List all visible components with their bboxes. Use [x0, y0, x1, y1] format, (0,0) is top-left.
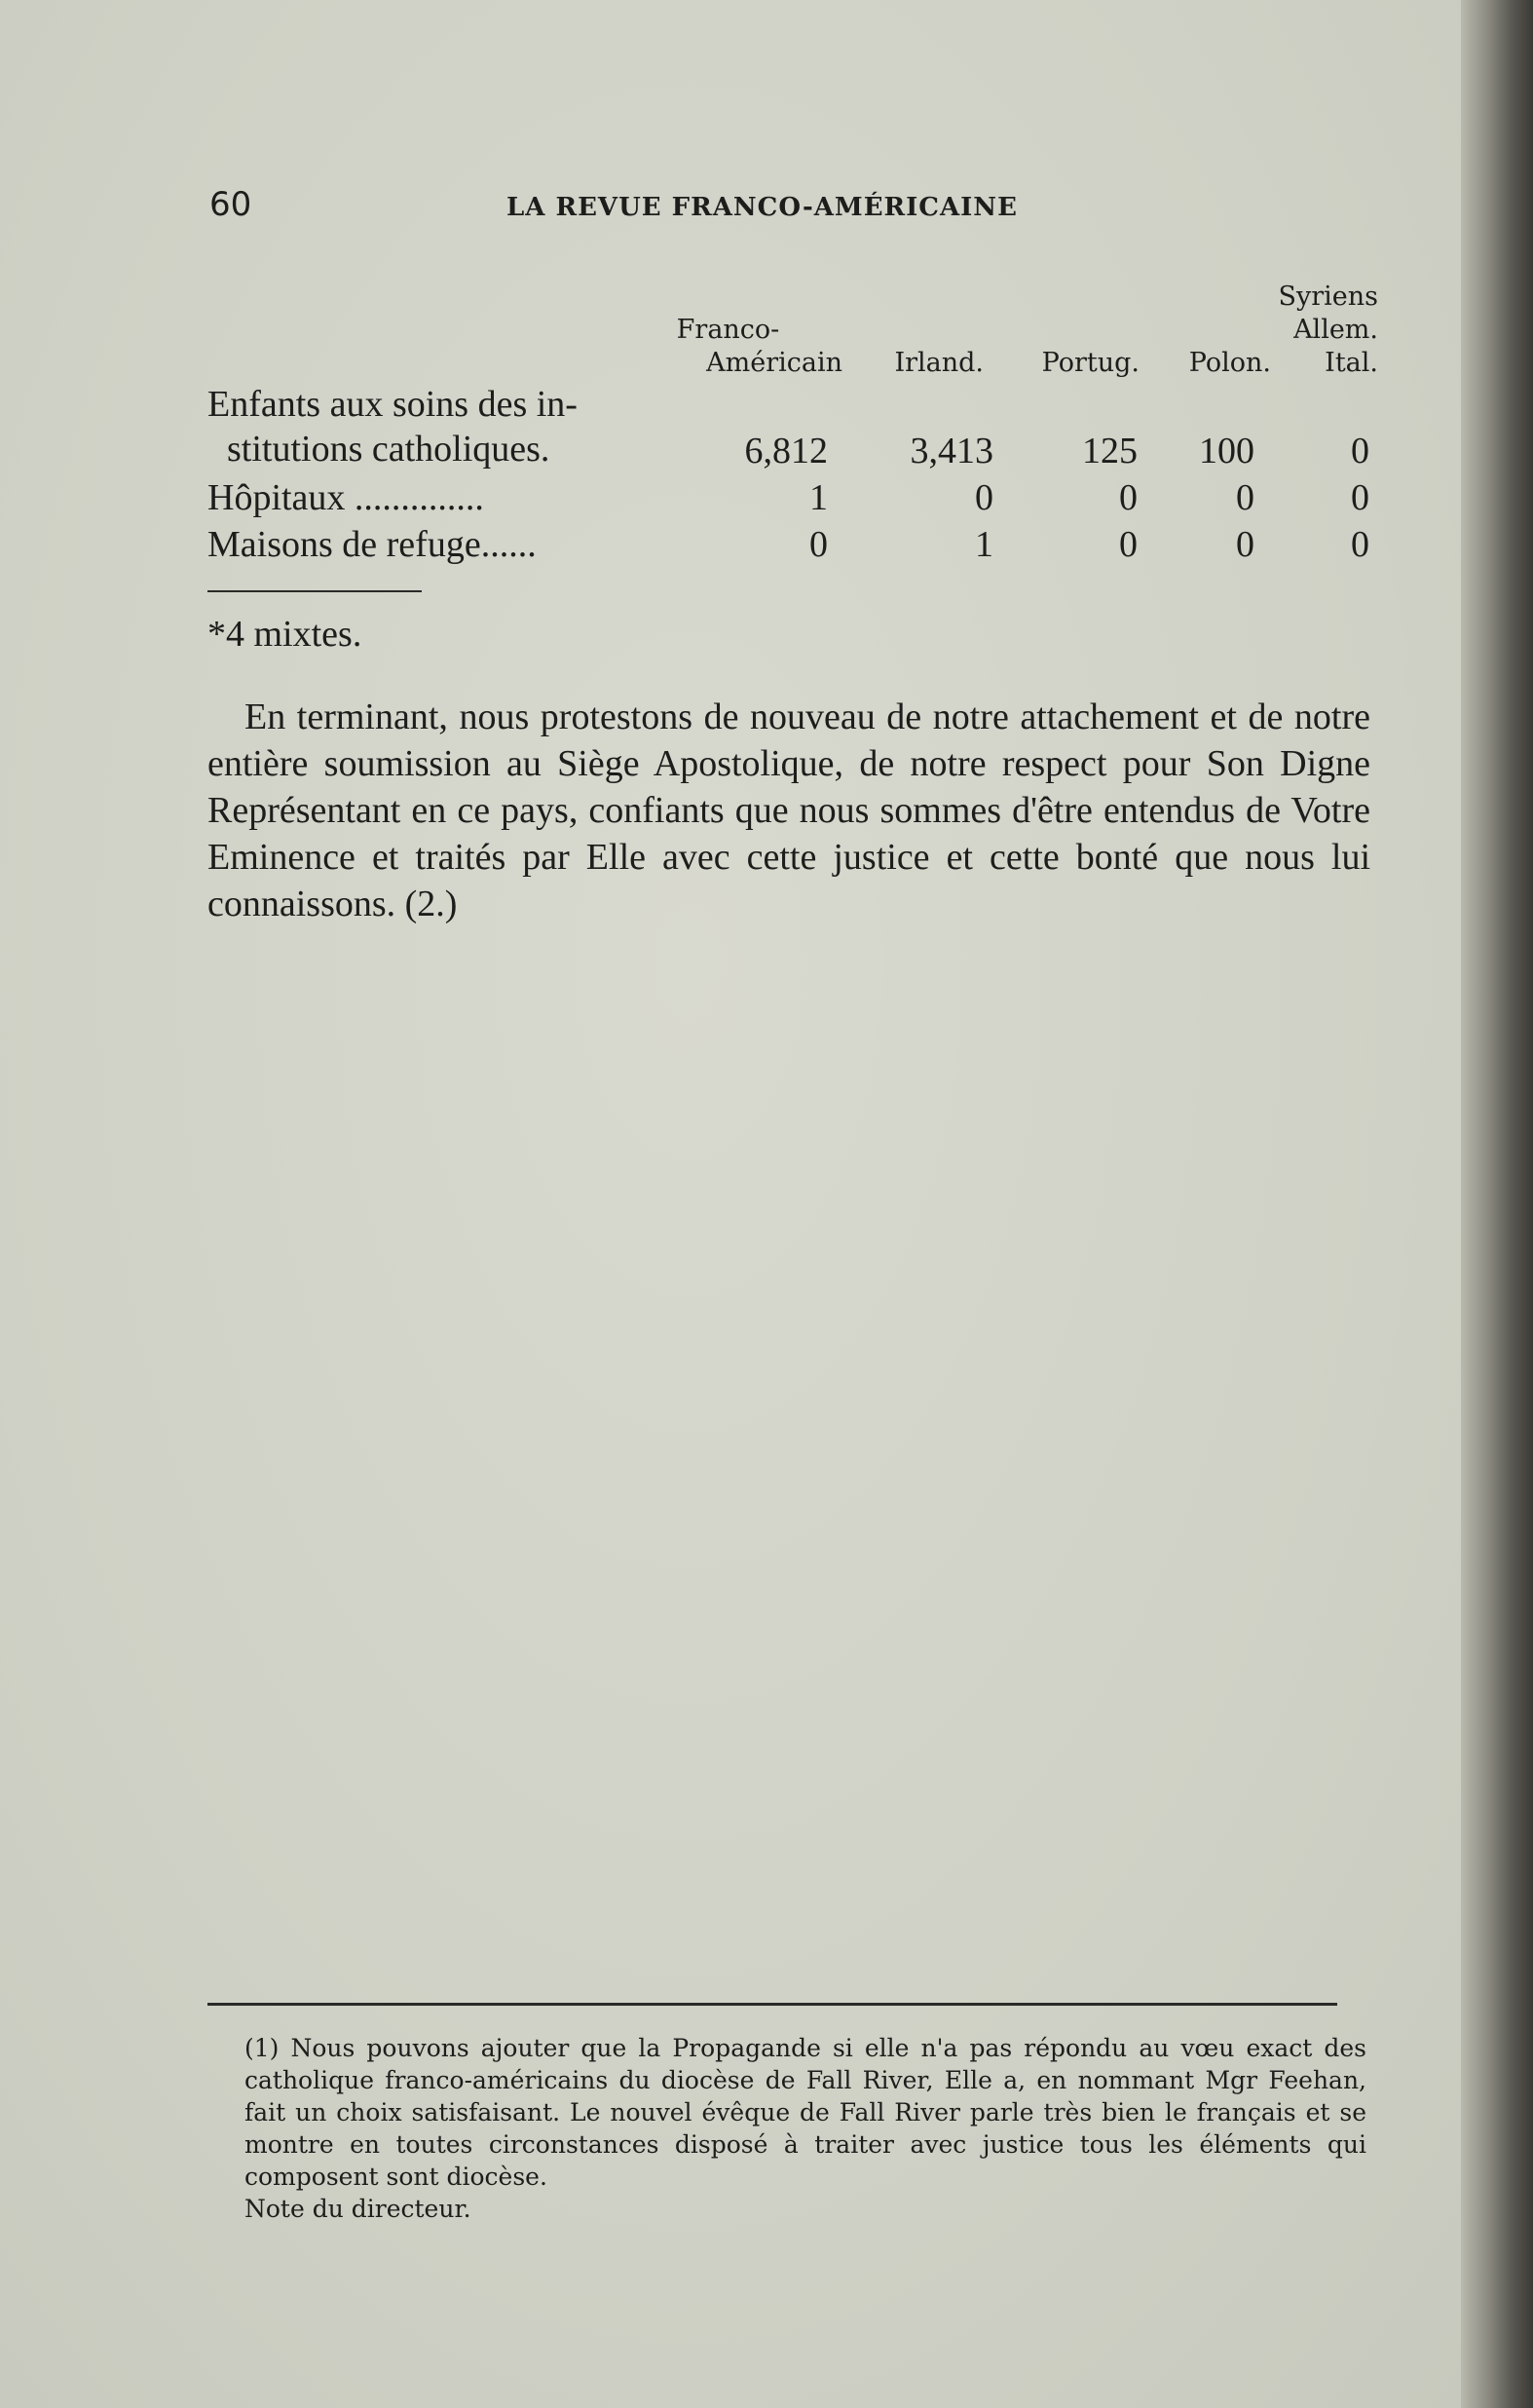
table-cell: 0	[1351, 431, 1369, 471]
table-footnote: *4 mixtes.	[207, 614, 362, 655]
table-cell: 0	[1236, 524, 1254, 565]
table-divider	[207, 590, 422, 592]
page-number: 60	[209, 185, 252, 224]
footnote-text: (1) Nous pouvons ajouter que la Propagande si elle n'a pas répondu au vœu exact des catholique franco-américains du diocèse de Fall River, Elle a, en nommant Mgr Feehan, fait un choix satisfaisant. Le nouvel évêque de Fall River parle très bien le français et se montre en toutes circonstances disposé à traiter avec justice tous les éléments qui composent sont diocèse.	[244, 2034, 1366, 2191]
table-cell: 0	[1351, 524, 1369, 565]
body-text: En terminant, nous protestons de nouveau de notre attachement et de notre entière soumission au Siège Apostolique, de notre respect pour Son Digne Représentant en ce pays, confiants que nous sommes d'être entendus de Votre Eminence et traités par Elle avec cette justice et cette bonté que nous lui connaissons. (2.)	[207, 696, 1370, 924]
footnote-signature: Note du directeur.	[244, 2195, 471, 2223]
page-header	[209, 185, 1378, 234]
column-header-polon: Polon.	[1188, 348, 1271, 378]
page-footnote	[207, 2032, 1366, 2225]
body-paragraph	[207, 694, 1370, 927]
row-label-hopitaux: Hôpitaux ..............	[207, 477, 484, 518]
column-header-franco: Franco- Américain	[676, 315, 842, 378]
book-gutter	[1461, 0, 1533, 2408]
column-header-syriens: Syriens Allem. Ital.	[1278, 282, 1378, 378]
table-cell: 1	[975, 524, 993, 565]
table-cell: 1	[809, 477, 828, 518]
table-cell: 6,812	[744, 431, 828, 471]
row-label-maisons: Maisons de refuge......	[207, 524, 537, 565]
table-cell: 0	[1119, 524, 1138, 565]
table-cell: 125	[1082, 431, 1138, 471]
table-cell: 0	[975, 477, 993, 518]
table-cell: 100	[1199, 431, 1254, 471]
column-header-irland: Irland.	[894, 348, 984, 378]
table-cell: 3,413	[910, 431, 993, 471]
column-header-portug: Portug.	[1041, 348, 1140, 378]
table-cell: 0	[1119, 477, 1138, 518]
running-title: LA REVUE FRANCO-AMÉRICAINE	[506, 193, 1018, 222]
table-cell: 0	[1351, 477, 1369, 518]
row-label-enfants: Enfants aux soins des in- stitutions catholiques.	[207, 384, 578, 470]
table-cell: 0	[809, 524, 828, 565]
footnote-divider	[207, 2003, 1337, 2006]
table-cell: 0	[1236, 477, 1254, 518]
